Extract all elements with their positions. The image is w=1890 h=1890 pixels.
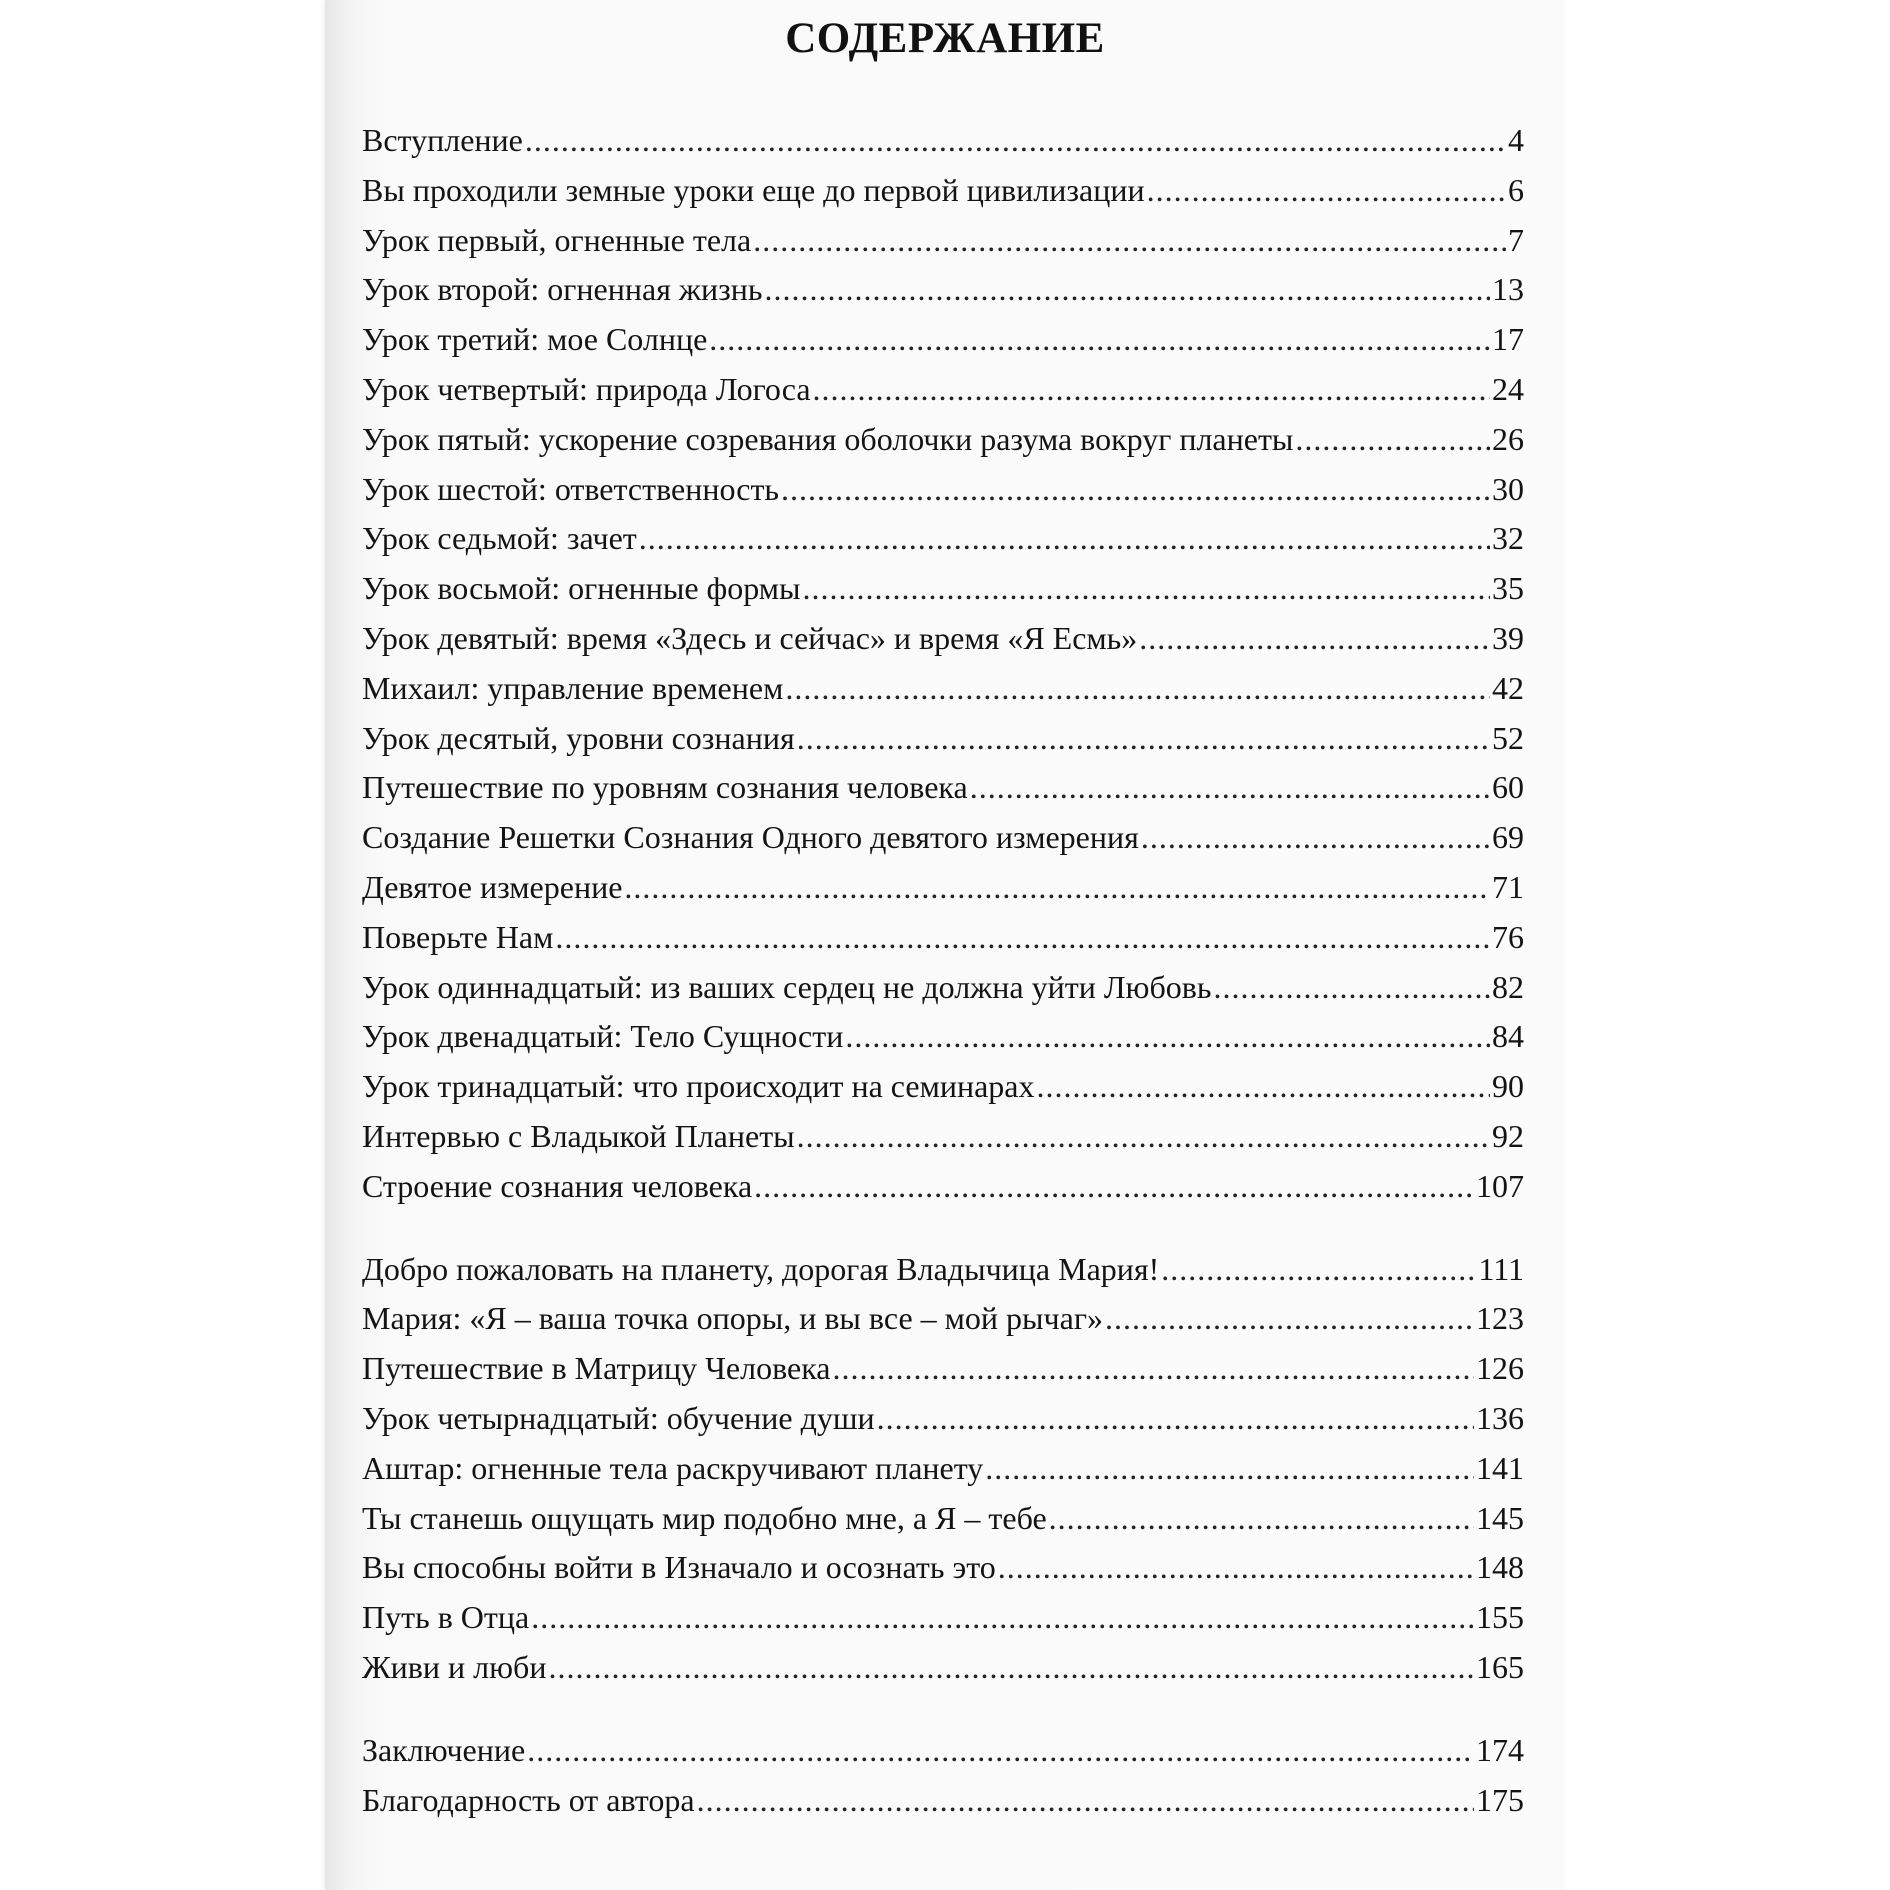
toc-entry-title: Урок третий: мое Солнце bbox=[362, 321, 708, 358]
toc-entry bbox=[362, 1649, 1524, 1699]
dot-leader bbox=[527, 1732, 1474, 1769]
toc-entry bbox=[362, 520, 1524, 570]
toc-entry bbox=[362, 919, 1524, 969]
dot-leader bbox=[1105, 1300, 1474, 1337]
toc-entry-page: 6 bbox=[1508, 171, 1524, 208]
toc-entry-page: 76 bbox=[1492, 918, 1524, 955]
toc-entry-title: Урок седьмой: зачет bbox=[362, 520, 637, 557]
dot-leader bbox=[548, 1649, 1474, 1686]
toc-entry-page: 52 bbox=[1492, 719, 1524, 756]
dot-leader bbox=[1161, 1251, 1476, 1288]
toc-entry-title: Заключение bbox=[362, 1731, 526, 1768]
toc-entry-page: 32 bbox=[1492, 520, 1524, 557]
dot-leader bbox=[753, 222, 1506, 259]
dot-leader bbox=[1049, 1500, 1474, 1537]
toc-entry-page: 141 bbox=[1476, 1449, 1524, 1486]
toc-entry-page: 42 bbox=[1492, 669, 1524, 706]
toc-entry-page: 92 bbox=[1492, 1117, 1524, 1154]
dot-leader bbox=[531, 1599, 1474, 1636]
toc-entry bbox=[362, 819, 1524, 869]
toc-entry-page: 17 bbox=[1492, 321, 1524, 358]
dot-leader bbox=[1147, 172, 1506, 209]
toc-entry-title: Вы способны войти в Изначало и осознать это bbox=[362, 1549, 996, 1586]
toc-entry-title: Живи и люби bbox=[362, 1648, 547, 1685]
dot-leader bbox=[555, 919, 1490, 956]
toc-entry bbox=[362, 321, 1524, 371]
dot-leader bbox=[985, 1450, 1474, 1487]
toc-entry-title: Урок восьмой: огненные формы bbox=[362, 570, 801, 607]
toc-entry-title: Урок одиннадцатый: из ваших сердец не должна уйти Любовь bbox=[362, 968, 1212, 1005]
toc-entry-page: 30 bbox=[1492, 470, 1524, 507]
toc-entry-page: 148 bbox=[1476, 1549, 1524, 1586]
dot-leader bbox=[803, 570, 1490, 607]
toc-entry-page: 145 bbox=[1476, 1499, 1524, 1536]
toc-entry-page: 90 bbox=[1492, 1068, 1524, 1105]
toc-entry-title: Интервью с Владыкой Планеты bbox=[362, 1117, 795, 1154]
toc-entry-title: Девятое измерение bbox=[362, 868, 623, 905]
toc-entry bbox=[362, 1400, 1524, 1450]
toc-entry bbox=[362, 769, 1524, 819]
toc-entry-page: 82 bbox=[1492, 968, 1524, 1005]
toc-entry-page: 71 bbox=[1492, 868, 1524, 905]
dot-leader bbox=[785, 670, 1490, 707]
dot-leader bbox=[765, 271, 1491, 308]
toc-entry bbox=[362, 869, 1524, 919]
toc-entry bbox=[362, 1500, 1524, 1550]
dot-leader bbox=[1036, 1068, 1490, 1105]
toc-entry-title: Путешествие в Матрицу Человека bbox=[362, 1350, 831, 1387]
toc-entry-page: 165 bbox=[1476, 1648, 1524, 1685]
toc-entry-title: Мария: «Я – ваша точка опоры, и вы все – мой рычаг» bbox=[362, 1300, 1103, 1337]
dot-leader bbox=[709, 321, 1490, 358]
toc-entry-page: 7 bbox=[1508, 221, 1524, 258]
toc-entry bbox=[362, 620, 1524, 670]
toc-entry-title: Добро пожаловать на планету, дорогая Владычица Мария! bbox=[362, 1250, 1160, 1287]
toc-entry-title: Михаил: управление временем bbox=[362, 669, 784, 706]
dot-leader bbox=[845, 1018, 1490, 1055]
toc-entry-title: Создание Решетки Сознания Одного девятого измерения bbox=[362, 819, 1139, 856]
toc-entry-title: Урок тринадцатый: что происходит на семинарах bbox=[362, 1068, 1035, 1105]
toc-entry bbox=[362, 172, 1524, 222]
toc-entry-page: 39 bbox=[1492, 619, 1524, 656]
toc-entry-title: Урок четвертый: природа Логоса bbox=[362, 370, 811, 407]
toc-entry-title: Путешествие по уровням сознания человека bbox=[362, 769, 968, 806]
toc-entry bbox=[362, 720, 1524, 770]
dot-leader bbox=[877, 1400, 1474, 1437]
toc-entry-title: Вступление bbox=[362, 122, 523, 158]
toc-entry-page: 84 bbox=[1492, 1018, 1524, 1055]
toc-entry bbox=[362, 271, 1524, 321]
toc-entry-page: 136 bbox=[1476, 1399, 1524, 1436]
toc-entry-title: Урок двенадцатый: Тело Сущности bbox=[362, 1018, 844, 1055]
toc-entry-title: Аштар: огненные тела раскручивают планету bbox=[362, 1449, 984, 1486]
toc-entry bbox=[362, 570, 1524, 620]
toc-entry bbox=[362, 1599, 1524, 1649]
toc-entry-title: Строение сознания человека bbox=[362, 1167, 753, 1204]
dot-leader bbox=[781, 471, 1490, 508]
dot-leader bbox=[639, 520, 1490, 557]
table-of-contents bbox=[362, 122, 1524, 1831]
toc-entry bbox=[362, 1068, 1524, 1118]
dot-leader bbox=[998, 1549, 1474, 1586]
toc-entry-title: Урок четырнадцатый: обучение души bbox=[362, 1399, 875, 1436]
toc-entry-title: Благодарность от автора bbox=[362, 1781, 695, 1818]
toc-entry bbox=[362, 222, 1524, 272]
toc-entry bbox=[362, 1251, 1524, 1301]
toc-entry-page: 24 bbox=[1492, 370, 1524, 407]
toc-entry bbox=[362, 1168, 1524, 1218]
toc-entry bbox=[362, 1549, 1524, 1599]
toc-entry bbox=[362, 471, 1524, 521]
toc-entry bbox=[362, 1118, 1524, 1168]
toc-entry-page: 60 bbox=[1492, 769, 1524, 806]
toc-entry bbox=[362, 1732, 1524, 1782]
dot-leader bbox=[797, 720, 1490, 757]
toc-entry-page: 107 bbox=[1476, 1167, 1524, 1204]
toc-entry-page: 26 bbox=[1492, 420, 1524, 457]
dot-leader bbox=[525, 122, 1506, 159]
dot-leader bbox=[970, 769, 1490, 806]
toc-entry-page: 174 bbox=[1476, 1731, 1524, 1768]
dot-leader bbox=[1295, 421, 1490, 458]
dot-leader bbox=[697, 1782, 1474, 1819]
toc-entry bbox=[362, 371, 1524, 421]
dot-leader bbox=[797, 1118, 1490, 1155]
toc-entry bbox=[362, 969, 1524, 1019]
dot-leader bbox=[1213, 969, 1490, 1006]
toc-entry-title: Урок пятый: ускорение созревания оболочки разума вокруг планеты bbox=[362, 420, 1294, 457]
page-title: СОДЕРЖАНИЕ bbox=[785, 15, 1105, 62]
toc-entry bbox=[362, 670, 1524, 720]
dot-leader bbox=[832, 1350, 1474, 1387]
toc-entry-title: Вы проходили земные уроки еще до первой цивилизации bbox=[362, 171, 1145, 208]
toc-entry-title: Ты станешь ощущать мир подобно мне, а Я – тебе bbox=[362, 1499, 1047, 1536]
dot-leader bbox=[754, 1168, 1474, 1205]
toc-entry-page: 13 bbox=[1492, 271, 1524, 308]
toc-entry bbox=[362, 122, 1524, 172]
toc-entry-title: Урок второй: огненная жизнь bbox=[362, 271, 763, 308]
toc-entry-title: Урок шестой: ответственность bbox=[362, 470, 780, 507]
toc-entry bbox=[362, 421, 1524, 471]
toc-entry-page: 175 bbox=[1476, 1781, 1524, 1818]
toc-entry bbox=[362, 1018, 1524, 1068]
toc-entry-title: Урок первый, огненные тела bbox=[362, 221, 752, 258]
toc-entry bbox=[362, 1300, 1524, 1350]
toc-entry-title: Урок девятый: время «Здесь и сейчас» и время «Я Есмь» bbox=[362, 619, 1138, 656]
book-page bbox=[325, 0, 1565, 1890]
toc-entry bbox=[362, 1450, 1524, 1500]
toc-entry-page: 111 bbox=[1478, 1250, 1524, 1287]
dot-leader bbox=[624, 869, 1490, 906]
toc-entry-title: Урок десятый, уровни сознания bbox=[362, 719, 795, 756]
toc-entry-title: Поверьте Нам bbox=[362, 918, 554, 955]
toc-entry bbox=[362, 1782, 1524, 1832]
toc-entry bbox=[362, 1350, 1524, 1400]
toc-entry-page: 155 bbox=[1476, 1599, 1524, 1636]
toc-entry-page: 69 bbox=[1492, 819, 1524, 856]
toc-entry-page: 4 bbox=[1508, 122, 1524, 158]
toc-entry-page: 35 bbox=[1492, 570, 1524, 607]
toc-entry-page: 126 bbox=[1476, 1350, 1524, 1387]
toc-entry-title: Путь в Отца bbox=[362, 1599, 530, 1636]
dot-leader bbox=[813, 371, 1490, 408]
toc-entry-page: 123 bbox=[1476, 1300, 1524, 1337]
dot-leader bbox=[1139, 620, 1490, 657]
dot-leader bbox=[1141, 819, 1490, 856]
